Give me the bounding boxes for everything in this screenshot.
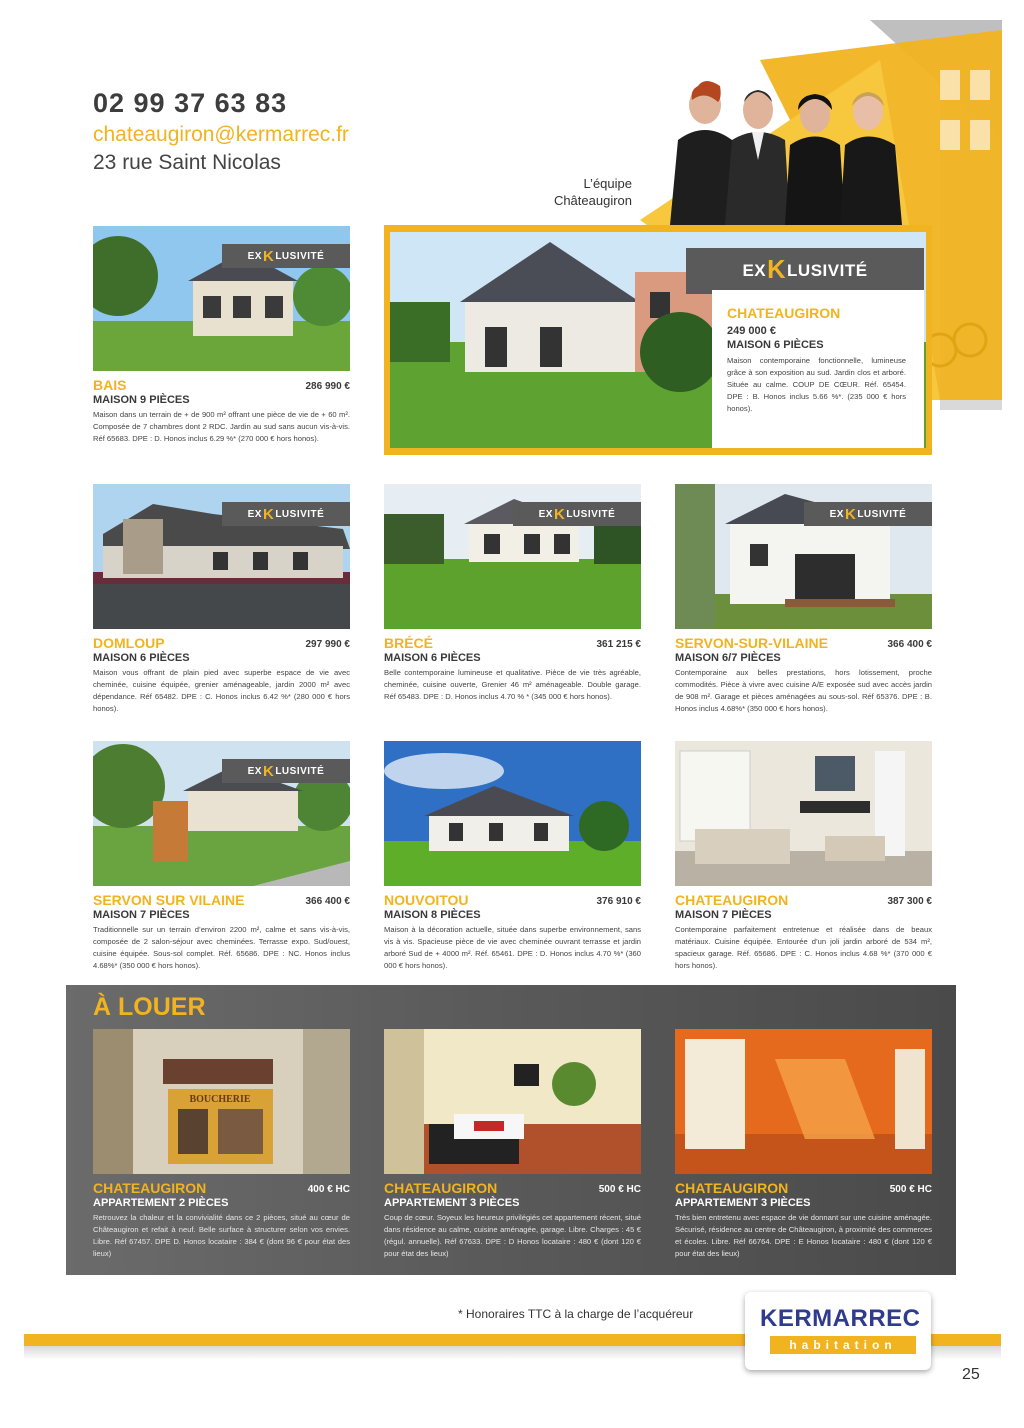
listing-price: 286 990 € xyxy=(305,381,350,392)
badge-k: K xyxy=(262,762,275,780)
listing-type: MAISON 6 PIÈCES xyxy=(384,652,481,664)
exclusivity-badge xyxy=(222,759,350,783)
rental-type: APPARTEMENT 2 PIÈCES xyxy=(93,1197,229,1209)
rental-description: Retrouvez la chaleur et la convivialité dans ce 2 pièces, situé au cœur de Châteaugiron et refait à neuf. Belle surface à structurer selon vos envies. Libre. Réf 67457. DPE D. Honos locataire : 384 € (dont 96 € pour état des lieux) xyxy=(93,1213,350,1258)
badge-prefix: EX xyxy=(247,765,262,777)
listing-description: Belle contemporaine lumineuse et qualitative. Pièce de vie très agréable, cheminée, cuisine ouverte, Grenier 46 m² aménageable. Double garage. Réf 65483. DPE : D. Honos inclus 4.70 % * (345 000 € hors honos). xyxy=(384,668,641,701)
team-caption-line1: L’équipe xyxy=(583,176,632,191)
badge-prefix: EX xyxy=(538,508,553,520)
rental-price: 400 € HC xyxy=(307,1184,350,1195)
listing-price: 366 400 € xyxy=(305,896,350,907)
badge-k: K xyxy=(553,505,566,523)
rental-photo-boucherie[interactable] xyxy=(93,1029,350,1174)
badge-prefix: EX xyxy=(247,508,262,520)
listing-city: DOMLOUP xyxy=(93,635,165,651)
listing-description: Traditionnelle sur un terrain d’environ 2200 m², calme et sans vis-à-vis, composée de 2 salon-séjour avec cheminées. Terrasse expo. Sud/ouest, cuisine équipée. Sous-sol complet. Réf. 65686. DPE : NC. Honos inclus 4.68%* (350 000 € hors honos). xyxy=(93,925,350,970)
badge-suffix: LUSIVITÉ xyxy=(566,508,616,520)
logo-subtitle: habitation xyxy=(770,1336,916,1354)
shop-sign: BOUCHERIE xyxy=(189,1094,251,1105)
listing-city: NOUVOITOU xyxy=(384,892,469,908)
badge-prefix: EX xyxy=(742,261,767,280)
agency-address: 23 rue Saint Nicolas xyxy=(93,151,281,174)
badge-suffix: LUSIVITÉ xyxy=(275,250,325,262)
featured-price: 249 000 € xyxy=(727,325,776,337)
agency-email[interactable]: chateaugiron@kermarrec.fr xyxy=(93,123,349,146)
listing-type: MAISON 6 PIÈCES xyxy=(93,652,190,664)
rental-type: APPARTEMENT 3 PIÈCES xyxy=(384,1197,520,1209)
listing-price: 387 300 € xyxy=(887,896,932,907)
exclusivity-badge xyxy=(513,502,641,526)
rental-city: CHATEAUGIRON xyxy=(384,1180,498,1196)
exclusivity-badge xyxy=(222,502,350,526)
rental-city: CHATEAUGIRON xyxy=(93,1180,207,1196)
listing-type: MAISON 6/7 PIÈCES xyxy=(675,652,781,664)
badge-suffix: LUSIVITÉ xyxy=(275,765,325,777)
rental-price: 500 € HC xyxy=(598,1184,641,1195)
badge-k: K xyxy=(844,505,857,523)
listing-price: 376 910 € xyxy=(596,896,641,907)
page-number: 25 xyxy=(962,1366,980,1383)
fees-footnote: * Honoraires TTC à la charge de l’acquéreur xyxy=(458,1307,694,1321)
listing-city: SERVON SUR VILAINE xyxy=(93,892,245,908)
rental-photo-livingroom[interactable] xyxy=(384,1029,641,1174)
badge-prefix: EX xyxy=(829,508,844,520)
listing-type: MAISON 7 PIÈCES xyxy=(675,909,772,921)
listing-type: MAISON 7 PIÈCES xyxy=(93,909,190,921)
listing-type: MAISON 8 PIÈCES xyxy=(384,909,481,921)
listing-city: SERVON-SUR-VILAINE xyxy=(675,635,828,651)
badge-k: K xyxy=(262,247,275,265)
rental-city: CHATEAUGIRON xyxy=(675,1180,789,1196)
listing-city: CHATEAUGIRON xyxy=(675,892,789,908)
exclusivity-badge xyxy=(804,502,932,526)
listing-description: Maison dans un terrain de + de 900 m² offrant une pièce de vie de + 60 m². Composée de 7 chambres dont 2 RDC. Jardin au sud sans aucun vis-à-vis. Réf 65683. DPE : D. Honos inclus 6.29 %* (270 000 € hors honos). xyxy=(93,410,350,443)
listing-price: 297 990 € xyxy=(305,639,350,650)
rental-section-title: À LOUER xyxy=(93,993,206,1021)
featured-city: CHATEAUGIRON xyxy=(727,305,841,321)
logo-name: KERMARREC xyxy=(760,1305,921,1332)
listing-city: BAIS xyxy=(93,377,127,393)
team-caption xyxy=(520,175,632,209)
badge-suffix: LUSIVITÉ xyxy=(787,261,868,280)
listing-description: Contemporaine aux belles prestations, hors lotissement, proche commodités. Pièce à vivre avec cuisine A/E exposée sud avec accès jardin de 908 m². Garage et pièces aménagées au sous-sol. Réf 65376. DPE : B. Honos inclus 4.68%* (350 000 € hors honos). xyxy=(675,668,932,713)
listing-photo-chateaugiron-interior[interactable] xyxy=(675,741,932,886)
badge-k: K xyxy=(262,505,275,523)
listing-description: Contemporaine parfaitement entretenue et réalisée dans de beaux matériaux. Cuisine équipée. Entourée d’un joli jardin arboré de 534 m², spacieux garage. Réf. 65686. DPE : C. Honos inclus 4.68 %* (370 000 € hors honos). xyxy=(675,925,932,970)
badge-suffix: LUSIVITÉ xyxy=(275,508,325,520)
listing-description: Maison vous offrant de plain pied avec superbe espace de vie avec cheminée, cuisine équipée, grenier aménageable, jardin 2000 m² avec dépendance. Réf 65482. DPE : C. Honos inclus 6.42 %* (280 000 € hors honos). xyxy=(93,668,350,713)
badge-prefix: EX xyxy=(247,250,262,262)
badge-suffix: LUSIVITÉ xyxy=(857,508,907,520)
badge-k: K xyxy=(767,256,787,285)
featured-type: MAISON 6 PIÈCES xyxy=(727,339,824,351)
exclusivity-badge-large xyxy=(686,248,924,294)
listing-price: 361 215 € xyxy=(596,639,641,650)
listing-description: Maison à la décoration actuelle, située dans superbe environnement, sans vis à vis. Spacieuse pièce de vie avec cheminée ouvrant terrasse et jardin arboré Sud de + 4000 m². Réf. 65461. DPE : D. Honos inclus 4.70 %* (360 000 € hors honos). xyxy=(384,925,641,970)
rental-price: 500 € HC xyxy=(889,1184,932,1195)
listing-price: 366 400 € xyxy=(887,639,932,650)
rental-description: Coup de cœur. Soyeux les heureux privilégiés cet appartement récent, situé dans résidence au calme, cuisine aménagée, garage. Libre. Charges : 45 € (régul. annuelle). Réf 67633. DPE : D Honos locataire : 480 € (dont 120 € pour état des lieux) xyxy=(384,1213,641,1258)
rental-photo-orange-room[interactable] xyxy=(675,1029,932,1174)
listing-city: BRÉCÉ xyxy=(384,635,434,651)
rental-type: APPARTEMENT 3 PIÈCES xyxy=(675,1197,811,1209)
agency-phone[interactable]: 02 99 37 63 83 xyxy=(93,88,288,118)
team-caption-line2: Châteaugiron xyxy=(553,193,632,208)
listing-photo-nouvoitou[interactable] xyxy=(384,741,641,886)
exclusivity-badge xyxy=(222,244,350,268)
listing-type: MAISON 9 PIÈCES xyxy=(93,394,190,406)
featured-description: Maison contemporaine fonctionnelle, lumineuse grâce à son exposition au sud. Jardin clos et arboré. Située au calme. COUP DE CŒUR. Réf. 65454. DPE : B. Honos inclus 5.66 %*. (235 000 € hors honos). xyxy=(727,356,906,413)
rental-description: Très bien entretenu avec espace de vie donnant sur une cuisine aménagée. Sécurisé, résidence au centre de Châteaugiron, à proximité des commerces et écoles. Libre. Réf 66764. DPE : E Honos locataire : 480 € (dont 120 € pour état des lieux) xyxy=(675,1213,932,1258)
